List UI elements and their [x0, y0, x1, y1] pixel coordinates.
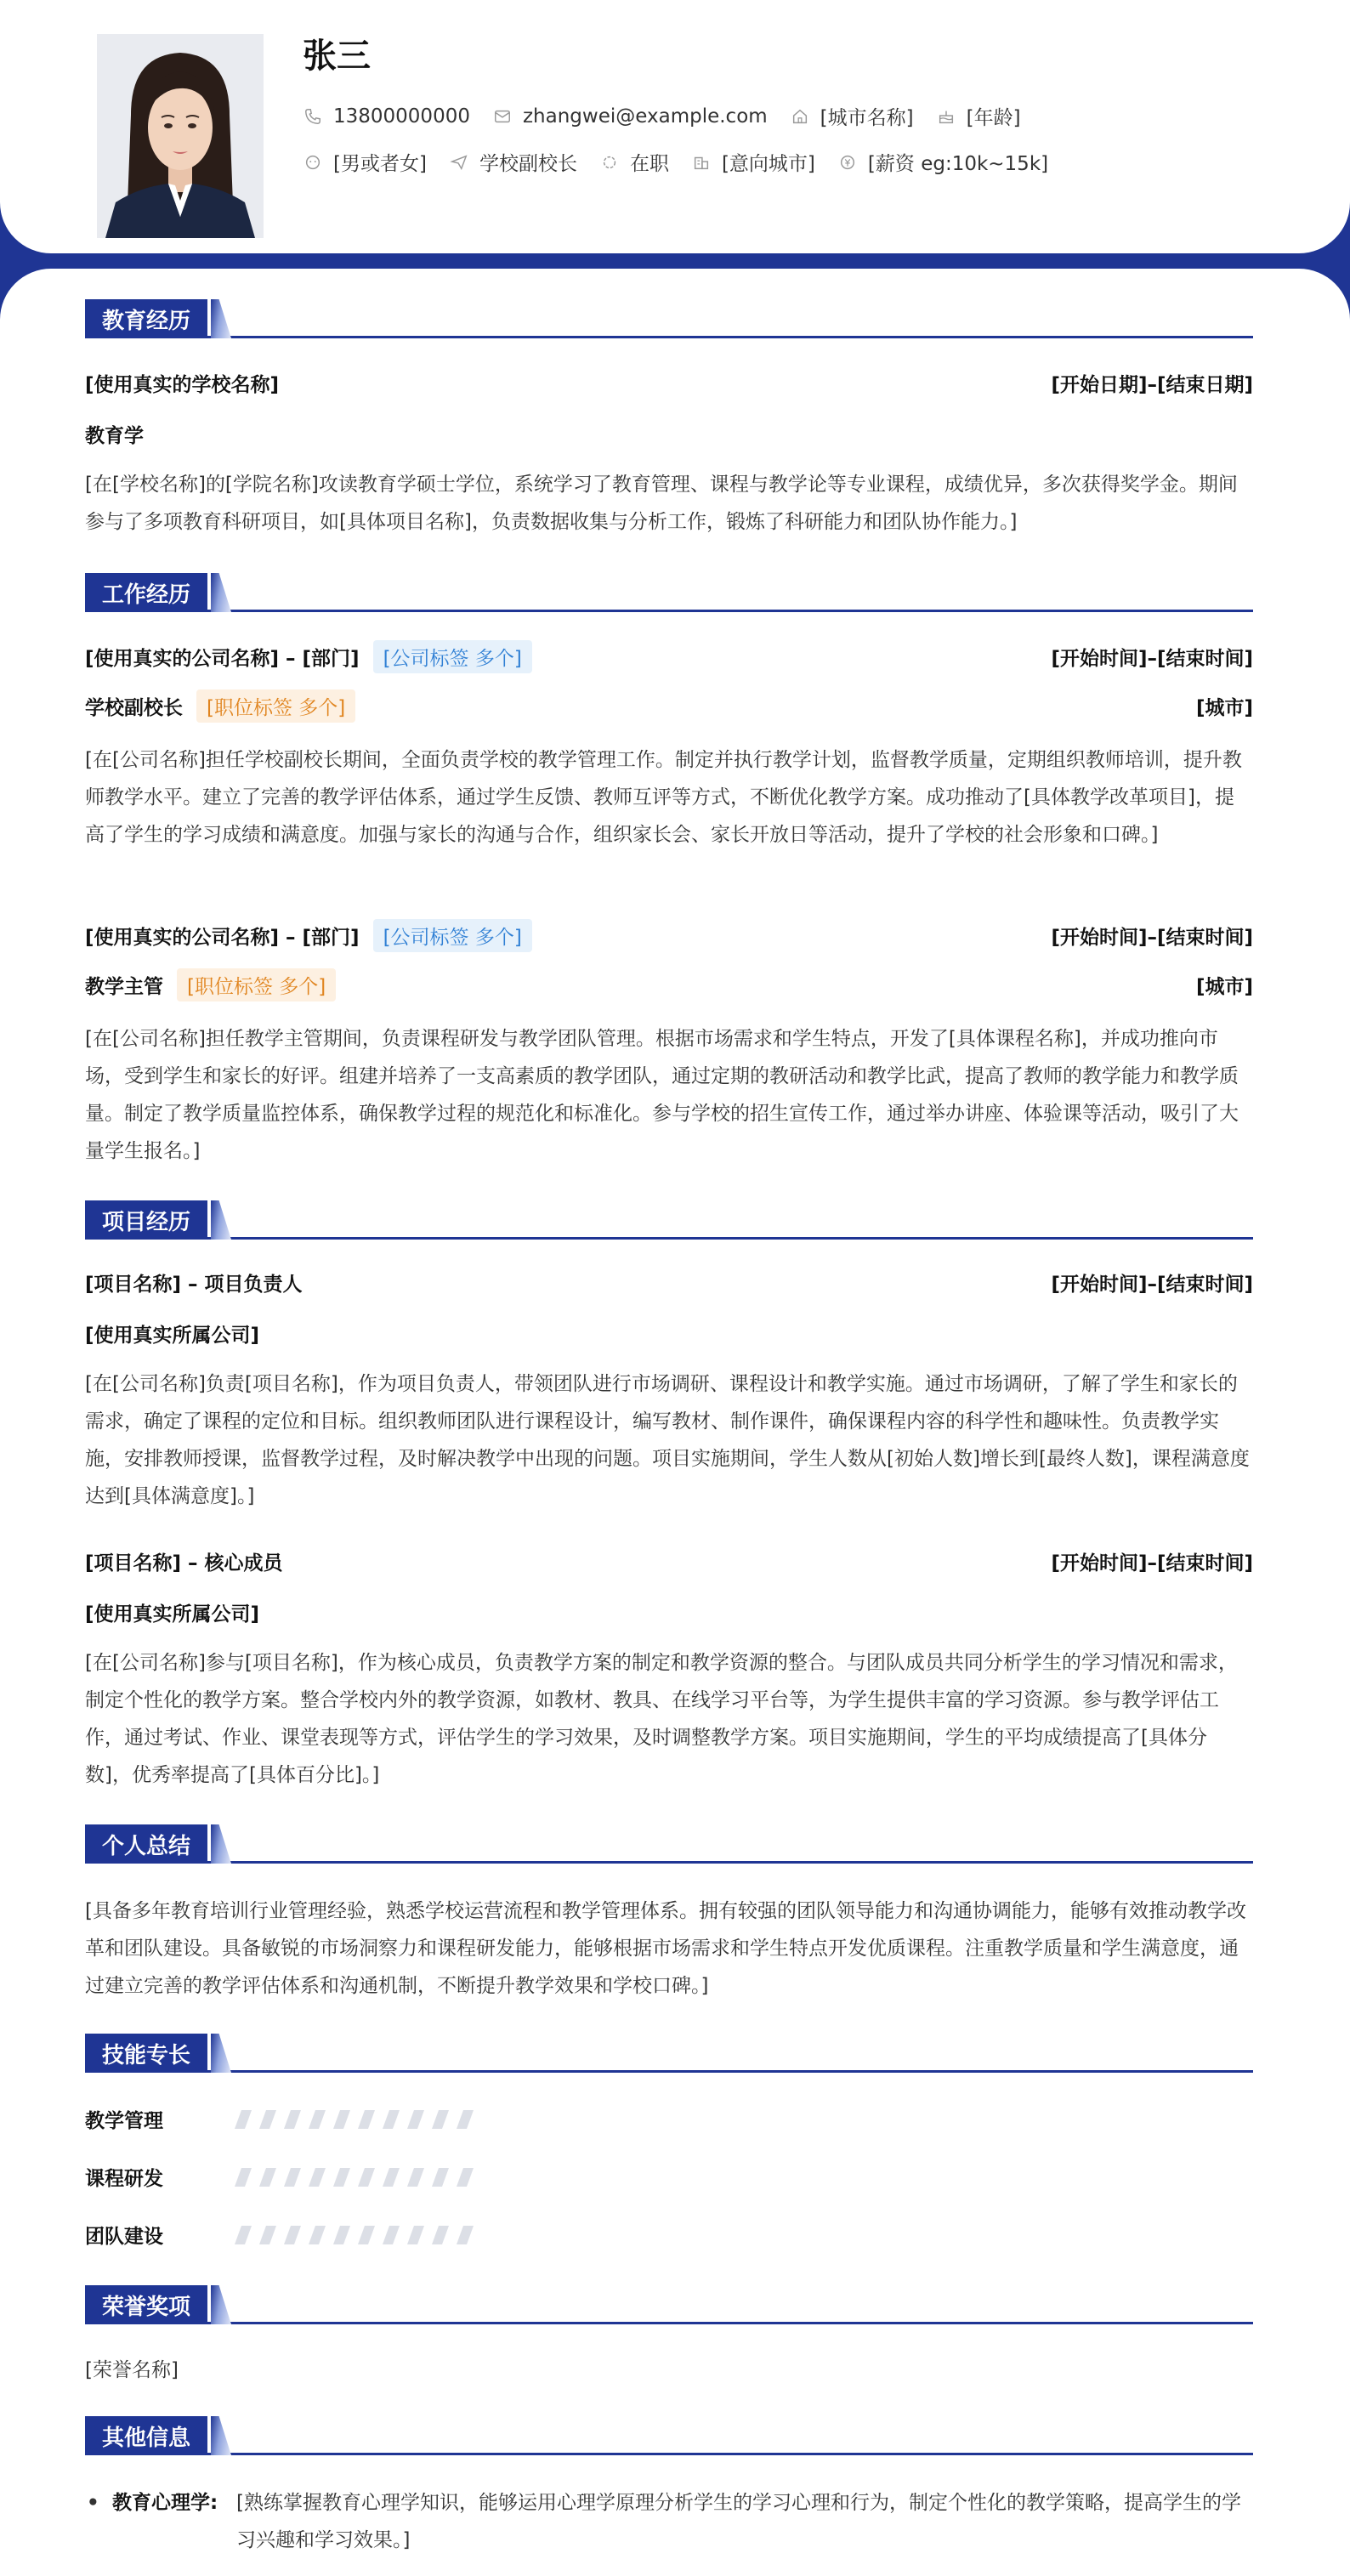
- salary-item: [837, 148, 1048, 176]
- work-2-company-tag: [公司标签 多个]: [373, 919, 532, 952]
- work-1-description: [在[公司名称]担任学校副校长期间，全面负责学校的教学管理工作。制定并执行教学计划，监督教学质量，定期组织教师培训，提升教师教学水平。建立了完善的教学评估体系，通过学生反馈、教师互评等方式，不断优化教学方案。成功推动了[具体教学改革项目]，提高了学生的学习成绩和满意度。加强与家长的沟通与合作，组织家长会、家长开放日等活动，提升了学校的社会形象和口碑。]: [85, 749, 1242, 846]
- work-2-company-row: [85, 920, 1253, 950]
- skill-row: [85, 2163, 485, 2191]
- bullet-icon: •: [87, 2492, 99, 2514]
- work-section-title: [85, 573, 1253, 612]
- status-text: 在职: [629, 153, 669, 175]
- salary-text: [薪资 eg:10k~15k]: [867, 153, 1049, 175]
- skill-name: 团队建设: [85, 2226, 163, 2248]
- project-2-name: [项目名称] – 核心成员: [85, 1552, 283, 1575]
- work-1-position-row: [85, 690, 1253, 721]
- candidate-name: 张三: [303, 37, 371, 76]
- work-2-description: [在[公司名称]担任教学主管期间，负责课程研发与教学团队管理。根据市场需求和学生特点，开发了[具体课程名称]，并成功推向市场，受到学生和家长的好评。组建并培养了一支高素质的教学团队，通过定期的教研活动和教学比武，提高了教师的教学能力和教学质量。制定了教学质量监控体系，确保教学过程的规范化和标准化。参与学校的招生宣传工作，通过举办讲座、体验课等活动，吸引了大量学生报名。]: [85, 1028, 1239, 1162]
- phone-text: 13800000000: [333, 105, 470, 128]
- other-section-title: [85, 2416, 1253, 2455]
- building-icon: [691, 152, 712, 173]
- education-section-title: [85, 299, 1253, 338]
- project-1-name: [项目名称] – 项目负责人: [85, 1273, 303, 1296]
- project-1-company-row: [85, 1318, 1253, 1348]
- education-header-row: [85, 367, 1253, 398]
- skill-name: 教学管理: [85, 2110, 163, 2132]
- target-city-text: [意向城市]: [721, 153, 815, 175]
- phone-icon: [303, 106, 323, 127]
- summary-text: [具备多年教育培训行业管理经验，熟悉学校运营流程和教学管理体系。拥有较强的团队领导能力和沟通协调能力，能够有效推动教学改革和团队建设。具备敏锐的市场洞察力和课程研发能力，能够根据市场需求和学生特点开发优质课程。注重教学质量和学生满意度，通过建立完善的教学评估体系和沟通机制，不断提升教学效果和学校口碑。]: [85, 1900, 1246, 1997]
- email-item: [492, 105, 768, 128]
- resume-header: [0, 0, 1350, 253]
- profile-photo: [97, 34, 264, 238]
- title-tail-decoration: [211, 1200, 231, 1240]
- project-1-dates: [开始时间]–[结束时间]: [1051, 1273, 1253, 1296]
- work-2-position-row: [85, 969, 1253, 1000]
- work-1-position-tag: [职位标签 多个]: [196, 689, 355, 723]
- work-1-company-tag: [公司标签 多个]: [373, 640, 532, 673]
- status-icon: [599, 152, 620, 173]
- work-1-city: [城市]: [1195, 696, 1253, 719]
- target-city-item: [691, 148, 815, 176]
- gender-icon: [303, 152, 323, 173]
- skill-row: [85, 2221, 485, 2249]
- other-title: 其他信息: [85, 2416, 207, 2455]
- project-2-header-row: [85, 1546, 1253, 1576]
- skill-name: 课程研发: [85, 2168, 163, 2190]
- email-text: zhangwei@example.com: [522, 105, 768, 128]
- project-1-header-row: [85, 1267, 1253, 1297]
- summary-section-title: [85, 1824, 1253, 1864]
- title-tail-decoration: [211, 2416, 231, 2455]
- work-1-company: [使用真实的公司名称] – [部门]: [85, 647, 360, 670]
- project-1-description: [在[公司名称]负责[项目名称]，作为项目负责人，带领团队进行市场调研、课程设计和教学实施。通过市场调研，了解了学生和家长的需求，确定了课程的定位和目标。组织教师团队进行课程设计，编写教材、制作课件，确保课程内容的科学性和趣味性。负责教学实施，安排教师授课，监督教学过程，及时解决教学中出现的问题。项目实施期间，学生人数从[初始人数]增长到[最终人数]，课程满意度达到[具体满意度]。]: [85, 1373, 1250, 1507]
- other-item: [85, 2484, 1253, 2559]
- major: 教育学: [85, 424, 144, 447]
- work-1-position: 学校副校长: [85, 696, 183, 719]
- skill-level-bars: [238, 2226, 485, 2244]
- summary-title: 个人总结: [85, 1824, 207, 1864]
- title-tail-decoration: [211, 573, 231, 612]
- position-text: 学校副校长: [479, 153, 577, 175]
- work-1-company-row: [85, 641, 1253, 672]
- skills-title: 技能专长: [85, 2034, 207, 2073]
- project-2-company-row: [85, 1597, 1253, 1627]
- salary-icon: [837, 152, 858, 173]
- honors-section-title: [85, 2285, 1253, 2324]
- work-2-position: 教学主管: [85, 975, 163, 998]
- work-2-position-tag: [职位标签 多个]: [177, 968, 336, 1001]
- work-2-dates: [开始时间]–[结束时间]: [1051, 926, 1253, 949]
- mail-icon: [492, 106, 513, 127]
- project-1-company: [使用真实所属公司]: [85, 1324, 260, 1347]
- gender-text: [男或者女]: [333, 153, 427, 175]
- education-dates: [开始日期]–[结束日期]: [1051, 373, 1253, 396]
- work-2-city: [城市]: [1195, 975, 1253, 998]
- home-icon: [790, 106, 810, 127]
- education-major-row: [85, 418, 1253, 449]
- position-item: [449, 148, 577, 176]
- cake-icon: [936, 106, 956, 127]
- project-2-company: [使用真实所属公司]: [85, 1603, 260, 1626]
- resume-body: [0, 269, 1350, 2576]
- work-1-dates: [开始时间]–[结束时间]: [1051, 647, 1253, 670]
- honors-title: 荣誉奖项: [85, 2285, 207, 2324]
- education-title: 教育经历: [85, 299, 207, 338]
- title-tail-decoration: [211, 2285, 231, 2324]
- work-title: 工作经历: [85, 573, 207, 612]
- title-tail-decoration: [211, 2034, 231, 2073]
- age-item: [936, 102, 1021, 130]
- status-item: [599, 148, 669, 176]
- skill-level-bars: [238, 2110, 485, 2129]
- skill-level-bars: [238, 2168, 485, 2187]
- phone-item: [303, 105, 470, 128]
- project-2-description: [在[公司名称]参与[项目名称]，作为核心成员，负责教学方案的制定和教学资源的整合。与团队成员共同分析学生的学习情况和需求，制定个性化的教学方案。整合学校内外的教学资源，如教材、教具、在线学习平台等，为学生提供丰富的学习资源。参与教学评估工作，通过考试、作业、课堂表现等方式，评估学生的学习效果，及时调整教学方案。项目实施期间，学生的平均成绩提高了[具体分数]，优秀率提高了[具体百分比]。]: [85, 1652, 1238, 1786]
- city-text: [城市名称]: [820, 107, 914, 129]
- projects-title: 项目经历: [85, 1200, 207, 1240]
- work-2-company: [使用真实的公司名称] – [部门]: [85, 926, 360, 949]
- contact-row-2: [303, 148, 1070, 176]
- age-text: [年龄]: [966, 107, 1021, 129]
- education-description: [在[学校名称]的[学院名称]攻读教育学硕士学位，系统学习了教育管理、课程与教学论等专业课程，成绩优异，多次获得奖学金。期间参与了多项教育科研项目，如[具体项目名称]，负责数据收集与分析工作，锻炼了科研能力和团队协作能力。]: [85, 474, 1238, 533]
- other-item-label: 教育心理学:: [112, 2492, 218, 2514]
- skills-section-title: [85, 2034, 1253, 2073]
- honors-text: [荣誉名称]: [85, 2359, 179, 2381]
- other-item-text: [熟练掌握教育心理学知识，能够运用心理学原理分析学生的学习心理和行为，制定个性化的教学策略，提高学生的学习兴趣和学习效果。]: [236, 2492, 1241, 2551]
- city-item: [790, 102, 914, 130]
- title-tail-decoration: [211, 1824, 231, 1864]
- project-2-dates: [开始时间]–[结束时间]: [1051, 1552, 1253, 1575]
- gender-item: [303, 148, 427, 176]
- skill-row: [85, 2105, 485, 2133]
- school-name: [使用真实的学校名称]: [85, 373, 280, 396]
- contact-row-1: [303, 102, 1043, 130]
- projects-section-title: [85, 1200, 1253, 1240]
- send-icon: [449, 152, 469, 173]
- title-tail-decoration: [211, 299, 231, 338]
